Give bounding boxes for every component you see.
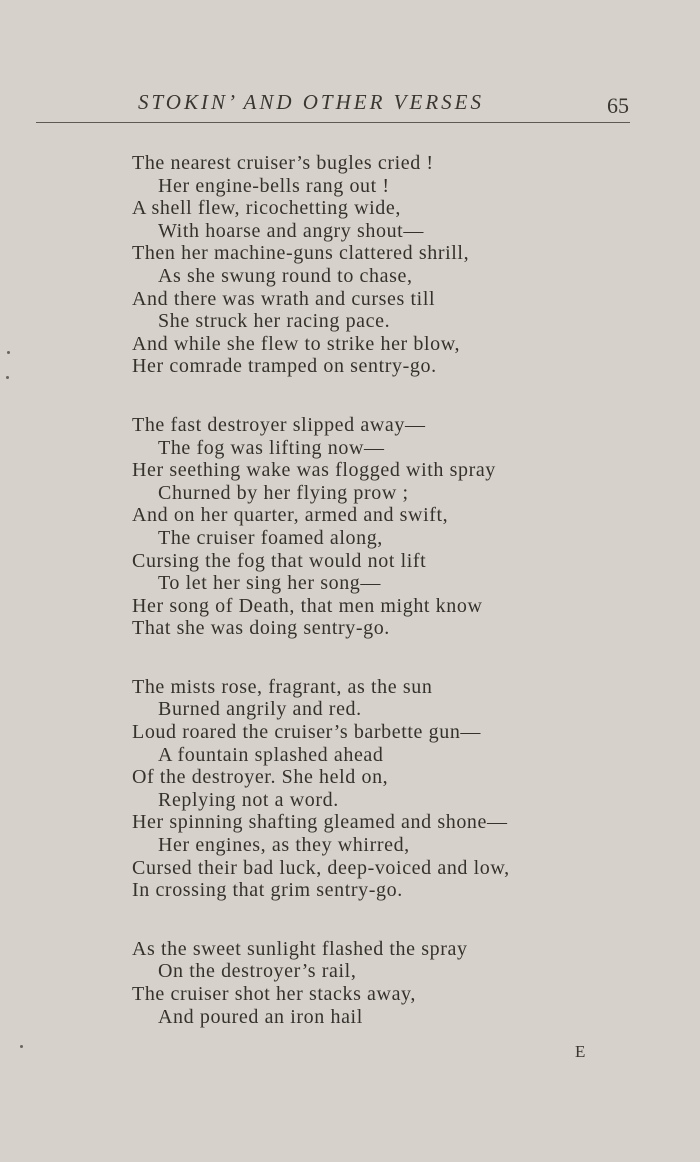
poem-line: That she was doing sentry-go.: [132, 617, 390, 640]
poem-line: To let her sing her song—: [158, 572, 382, 595]
poem-line: The nearest cruiser’s bugles cried !: [132, 152, 434, 174]
paper-speck: [7, 351, 10, 354]
poem-line: And while she flew to strike her blow,: [132, 332, 461, 355]
stanza-3: [132, 676, 602, 902]
poem-line: Her spinning shafting gleamed and shone—: [132, 811, 508, 834]
poem-line: Loud roared the cruiser’s barbette gun—: [132, 721, 482, 744]
stanza-1: [132, 152, 602, 378]
poem-line: A fountain splashed ahead: [158, 743, 384, 766]
poem-line: She struck her racing pace.: [158, 310, 391, 333]
stanza-2: [132, 414, 602, 640]
poem-line: As she swung round to chase,: [158, 264, 413, 287]
paper-speck: [20, 1045, 23, 1048]
poem-line: And on her quarter, armed and swift,: [132, 504, 449, 527]
poem-line: Her comrade tramped on sentry-go.: [132, 355, 437, 378]
poem-line: On the destroyer’s rail,: [158, 960, 357, 983]
signature-mark: E: [575, 1042, 586, 1061]
poem-line: The mists rose, fragrant, as the sun: [132, 675, 433, 698]
poem-line: The cruiser foamed along,: [158, 526, 383, 549]
poem-line: With hoarse and angry shout—: [158, 219, 424, 242]
poem-line: Burned angrily and red.: [158, 698, 362, 721]
poem-line: Then her machine-guns clattered shrill,: [132, 242, 470, 265]
poem-line: Churned by her flying prow ;: [158, 481, 409, 504]
poem-line: Of the destroyer. She held on,: [132, 766, 389, 789]
poem-line: Her song of Death, that men might know: [132, 594, 483, 617]
poem-line: Cursed their bad luck, deep-voiced and low,: [132, 856, 510, 879]
poem-line: A shell flew, ricochetting wide,: [132, 197, 401, 220]
stanza-4: [132, 938, 602, 1028]
poem-line: Her engines, as they whirred,: [158, 834, 410, 857]
poem: [132, 152, 602, 1028]
poem-line: Replying not a word.: [158, 788, 339, 811]
poem-line: Her seething wake was flogged with spray: [132, 459, 496, 482]
header-rule: [36, 122, 630, 123]
running-title: STOKIN’ AND OTHER VERSES: [138, 90, 484, 114]
poem-line: And poured an iron hail: [158, 1005, 363, 1028]
poem-line: Her engine-bells rang out !: [158, 174, 390, 197]
poem-line: And there was wrath and curses till: [132, 287, 436, 310]
poem-line: The fast destroyer slipped away—: [132, 413, 426, 436]
page-number: 65: [607, 93, 629, 118]
poem-line: Cursing the fog that would not lift: [132, 549, 427, 572]
poem-line: As the sweet sunlight flashed the spray: [132, 937, 468, 960]
poem-line: In crossing that grim sentry-go.: [132, 879, 403, 902]
poem-line: The fog was lifting now—: [158, 436, 385, 459]
poem-line: The cruiser shot her stacks away,: [132, 983, 416, 1005]
paper-speck: [6, 376, 9, 379]
